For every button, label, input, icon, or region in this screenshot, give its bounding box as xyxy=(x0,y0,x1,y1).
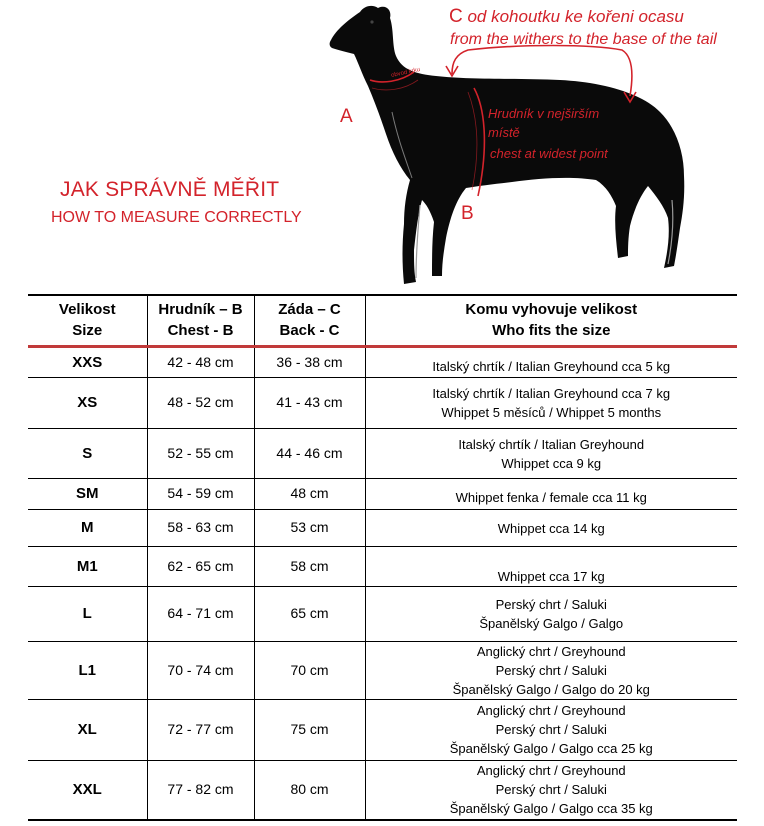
fits-cell xyxy=(365,699,737,760)
fits-cell xyxy=(365,478,737,509)
size-cell: M1 xyxy=(28,546,147,586)
back-cell: 44 - 46 cm xyxy=(254,428,365,478)
title-english: HOW TO MEASURE CORRECTLY xyxy=(51,209,302,226)
header-back-cz: Záda – C xyxy=(278,301,341,319)
table-row xyxy=(28,699,737,760)
label-b: B xyxy=(461,203,474,224)
table-row xyxy=(28,641,737,699)
back-cell: 70 cm xyxy=(254,641,365,699)
chest-label-czech-line1: Hrudník v nejširším xyxy=(488,106,600,121)
title-czech: JAK SPRÁVNĚ MĚŘIT xyxy=(60,178,280,201)
collar-label: obvod krku xyxy=(390,67,421,79)
back-cell: 48 cm xyxy=(254,478,365,509)
fits-line: Italský chrtík / Italian Greyhound xyxy=(458,437,645,452)
fits-line: Whippet cca 17 kg xyxy=(497,568,605,584)
header-chest-cz: Hrudník – B xyxy=(158,301,243,319)
size-cell: XXL xyxy=(28,760,147,820)
header-size-cz: Velikost xyxy=(58,301,116,319)
chest-cell: 77 - 82 cm xyxy=(147,760,254,820)
table-row xyxy=(28,428,737,478)
fits-line: Španělský Galgo / Galgo cca 25 kg xyxy=(449,741,653,756)
chest-cell: 52 - 55 cm xyxy=(147,428,254,478)
table-body xyxy=(28,346,737,820)
size-cell: S xyxy=(28,428,147,478)
fits-line: Anglický chrt / Greyhound xyxy=(476,703,626,718)
fits-line: Španělský Galgo / Galgo cca 35 kg xyxy=(449,801,653,817)
header-size xyxy=(28,295,147,346)
chest-label-czech-line2: místě xyxy=(488,125,520,140)
fits-line: Anglický chrt / Greyhound xyxy=(476,643,626,659)
fits-line: Perský chrt / Saluki xyxy=(495,662,607,678)
table-row xyxy=(28,546,737,586)
chest-cell: 70 - 74 cm xyxy=(147,641,254,699)
header-fits xyxy=(365,295,737,346)
size-cell: XS xyxy=(28,377,147,428)
fits-line: Italský chrtík / Italian Greyhound cca 5 kg xyxy=(432,358,671,374)
back-cell: 53 cm xyxy=(254,509,365,546)
size-cell: XXS xyxy=(28,346,147,377)
chest-cell: 72 - 77 cm xyxy=(147,699,254,760)
back-cell: 36 - 38 cm xyxy=(254,346,365,377)
back-cell: 65 cm xyxy=(254,586,365,641)
table-header-row xyxy=(28,295,737,346)
chest-cell: 64 - 71 cm xyxy=(147,586,254,641)
label-c-letter: C xyxy=(449,6,463,27)
size-cell: L xyxy=(28,586,147,641)
table-row xyxy=(28,346,737,377)
fits-line: Španělský Galgo / Galgo do 20 kg xyxy=(452,681,650,697)
size-cell: L1 xyxy=(28,641,147,699)
chest-cell: 42 - 48 cm xyxy=(147,346,254,377)
fits-cell xyxy=(365,346,737,377)
fits-cell xyxy=(365,509,737,546)
header-fits-cz: Komu vyhovuje velikost xyxy=(465,301,638,319)
fits-cell xyxy=(365,641,737,699)
header-fits-en: Who fits the size xyxy=(492,322,611,340)
back-cell: 58 cm xyxy=(254,546,365,586)
chest-cell: 48 - 52 cm xyxy=(147,377,254,428)
size-cell: SM xyxy=(28,478,147,509)
fits-line: Whippet 5 měsíců / Whippet 5 months xyxy=(441,404,662,420)
header-back-en: Back - C xyxy=(279,322,340,340)
chest-cell: 54 - 59 cm xyxy=(147,478,254,509)
fits-line: Perský chrt / Saluki xyxy=(495,782,607,798)
fits-line: Whippet cca 14 kg xyxy=(497,520,605,536)
chest-label-english: chest at widest point xyxy=(490,146,608,161)
header-chest xyxy=(147,295,254,346)
table-row xyxy=(28,760,737,820)
fits-line: Italský chrtík / Italian Greyhound cca 7 kg xyxy=(432,385,671,401)
header-chest-en: Chest - B xyxy=(167,322,234,340)
header-size-en: Size xyxy=(72,322,103,340)
fits-cell xyxy=(365,760,737,820)
fits-line: Anglický chrt / Greyhound xyxy=(476,763,626,779)
fits-cell xyxy=(365,546,737,586)
fits-cell xyxy=(365,428,737,478)
fits-cell xyxy=(365,586,737,641)
fits-cell xyxy=(365,377,737,428)
fits-line: Španělský Galgo / Galgo xyxy=(479,615,624,631)
label-c-czech-text: od kohoutku ke kořeni ocasu xyxy=(467,7,684,26)
size-cell: M xyxy=(28,509,147,546)
fits-line: Perský chrt / Saluki xyxy=(495,722,607,737)
table-row xyxy=(28,377,737,428)
table-row xyxy=(28,509,737,546)
table-row xyxy=(28,478,737,509)
fits-line: Perský chrt / Saluki xyxy=(495,596,607,612)
size-table xyxy=(28,294,737,821)
label-c-czech xyxy=(449,6,684,28)
label-a: A xyxy=(340,106,353,127)
dog-eye xyxy=(370,20,373,23)
back-cell: 41 - 43 cm xyxy=(254,377,365,428)
fits-line: Whippet cca 9 kg xyxy=(501,456,602,471)
fits-line: Whippet fenka / female cca 11 kg xyxy=(455,490,647,505)
header-back xyxy=(254,295,365,346)
back-cell: 80 cm xyxy=(254,760,365,820)
size-cell: XL xyxy=(28,699,147,760)
label-c-english: from the withers to the base of the tail xyxy=(450,31,717,48)
table-row xyxy=(28,586,737,641)
chest-cell: 58 - 63 cm xyxy=(147,509,254,546)
back-cell: 75 cm xyxy=(254,699,365,760)
chest-cell: 62 - 65 cm xyxy=(147,546,254,586)
